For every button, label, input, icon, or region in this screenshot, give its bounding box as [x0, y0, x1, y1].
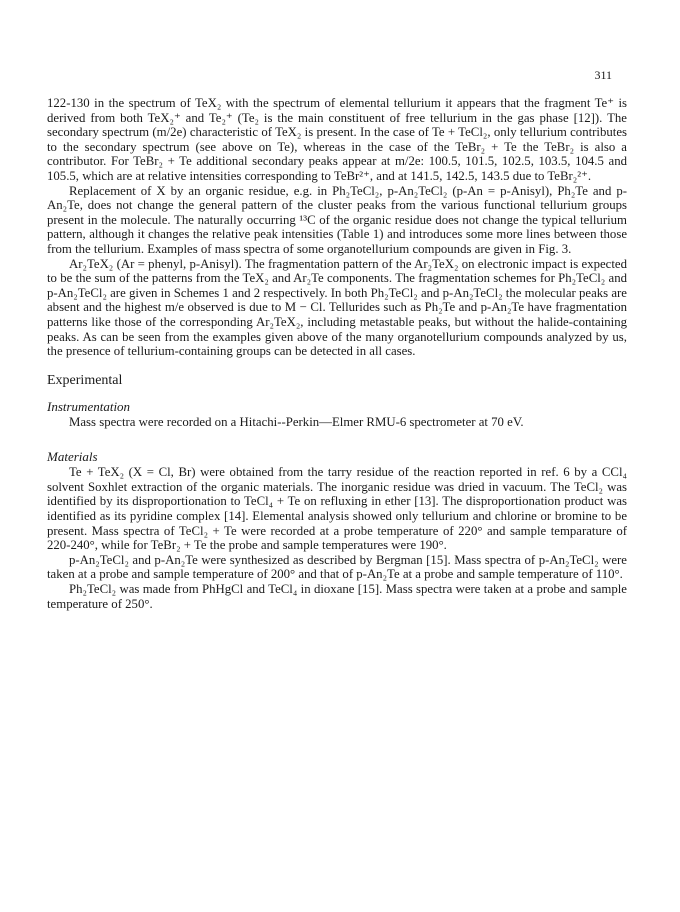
subheading-instrumentation: Instrumentation — [47, 398, 131, 414]
paragraph-p-an2tecl2-synthesis: p-An₂TeCl₂ and p-An₂Te were synthesized as described by Bergman [15]. Mass spectra of p-An₂TeCl₂ were taken at a probe and sample temperature of 200° and that of p-An₂Te at a probe and sample temperature of 110°. — [47, 552, 627, 582]
subheading-materials: Materials — [47, 449, 98, 465]
paragraph-organic-residue: Replacement of X by an organic residue, e.g. in Ph₂TeCl₂, p-An₂TeCl₂ (p-An = p-Anisyl), Ph₂Te and p-An₂Te, does not change the general pattern of the cluster peaks from the various functional tellurium groups present in the molecule. The naturally occurring ¹³C of the organic residue does not change the typical tellurium pattern, although it changes the relative peak intensities (Table 1) and introduces some more lines between those from the tellurium. Examples of mass spectra of some organotellurium compounds are given in Fig. 3. — [47, 183, 627, 256]
paragraph-ar2tex2-fragmentation: Ar₂TeX₂ (Ar = phenyl, p-Anisyl). The fragmentation pattern of the Ar₂TeX₂ on electronic impact is expected to be the sum of the patterns from the TeX₂ and Ar₂Te components. The fragmentation schemes for Ph₂TeCl₂ and p-An₂TeCl₂ are given in Schemes 1 and 2 respectively. In both Ph₂TeCl₂ and p-An₂TeCl₂ the molecular peaks are absent and the highest m/e observed is due to M − Cl. Tellurides such as Ph₂Te and p-An₂Te have fragmentation patterns like those of the corresponding Ar₂TeX₂, including metastable peaks, but without the halide-containing peaks. As can be seen from the examples given above of the many organotellurium compounds analyzed by us, the presence of tellurium-containing groups can be detected in all cases. — [47, 256, 627, 359]
paragraph-tellurium-spectrum: 122-130 in the spectrum of TeX₂ with the spectrum of elemental tellurium it appears that the fragment Te⁺ is derived from both TeX₂⁺ and Te₂⁺ (Te₂ is the main constituent of free tellurium in the gas phase [12]). The secondary spectrum (m/2e) characteristic of TeX₂ is present. In the case of Te + TeCl₂, only tellurium contributes to the secondary spectrum (see above on Te), whereas in the case of the TeBr₂ + Te the TeBr₂ is also a contributor. For TeBr₂ + Te additional secondary peaks appear at m/2e: 100.5, 101.5, 102.5, 103.5, 104.5 and 105.5, which are at relative intensities corresponding to TeBr²⁺, and at 141.5, 142.5, 143.5 due to TeBr₂²⁺. — [47, 96, 627, 183]
paragraph-instrumentation: Mass spectra were recorded on a Hitachi--Perkin—Elmer RMU-6 spectrometer at 70 eV. — [69, 414, 524, 429]
body-text — [47, 96, 627, 611]
page-number: 311 — [594, 68, 612, 82]
section-heading-experimental: Experimental — [47, 372, 123, 388]
paragraph-te-tex2-preparation: Te + TeX₂ (X = Cl, Br) were obtained from the tarry residue of the reaction reported in ref. 6 by a CCl₄ solvent Soxhlet extraction of the organic materials. The inorganic residue was dried in vacuum. The TeCl₂ was identified by its disproportionation to TeCl₄ + Te on refluxing in ether [13]. The disproportionation product was identified as its pyridine complex [14]. Elemental analysis showed only tellurium and chlorine or bromine to be present. Mass spectra of TeCl₂ + Te were recorded at a probe temperature of 220° and sample temparature of 220-240°, while for TeBr₂ + Te the probe and sample temperatures were 190°. — [47, 465, 627, 553]
paragraph-ph2tecl2-synthesis: Ph₂TeCl₂ was made from PhHgCl and TeCl₄ in dioxane [15]. Mass spectra were taken at a probe and sample temperature of 250°. — [47, 582, 627, 611]
